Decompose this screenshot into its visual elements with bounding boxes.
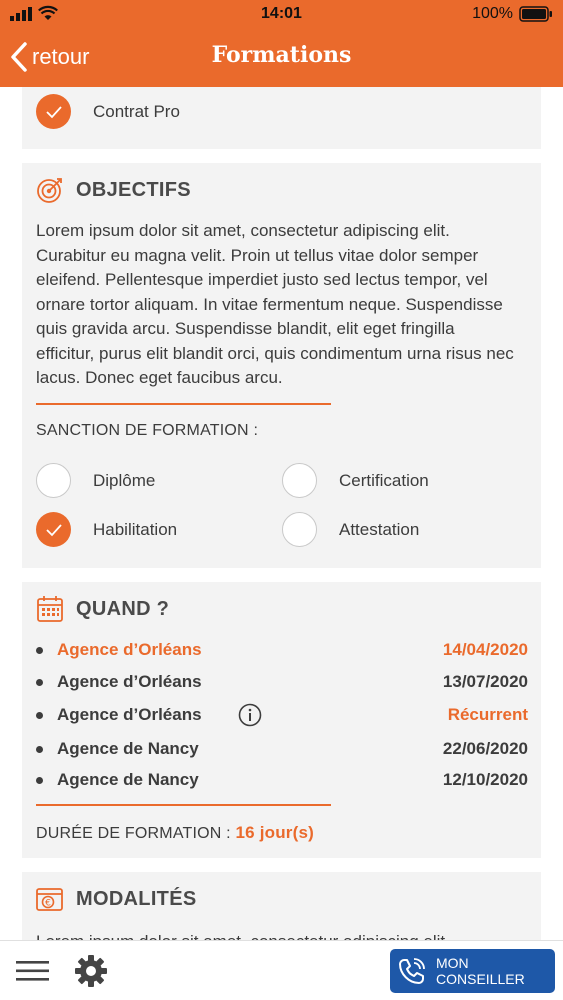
- mon-conseiller-button[interactable]: [390, 949, 555, 993]
- option-label: Certification: [339, 470, 429, 490]
- duree-row: [36, 823, 314, 843]
- checkbox-unchecked[interactable]: [36, 463, 71, 498]
- session-row[interactable]: [36, 703, 528, 727]
- option-label: Attestation: [339, 519, 420, 539]
- status-bar: [0, 0, 563, 30]
- duree-label: DURÉE DE FORMATION :: [36, 825, 231, 842]
- session-date: 14/04/2020: [442, 640, 528, 659]
- svg-text:€: €: [45, 898, 51, 909]
- quand-card: [22, 582, 541, 858]
- page-title: Formations: [211, 42, 352, 68]
- session-agency: Agence de Nancy: [57, 770, 199, 789]
- objectifs-title: OBJECTIFS: [76, 178, 191, 201]
- session-row[interactable]: [36, 670, 528, 694]
- session-date: 12/10/2020: [442, 770, 528, 789]
- menu-icon[interactable]: [16, 959, 50, 983]
- objectifs-text: Lorem ipsum dolor sit amet, consectetur adipiscing elit. Curabitur eu magna velit. Proin ut tellus vitae dolor semper eleifend. Pellentesque imperdiet justo sed lectus tempor, vel ornare tortor aliquam. In vitae fermentum neque. Suspendisse quis gravida arcu. Suspendisse blandit, elit eget fringilla efficitur, purus elit blandit orci, quis condimentum urna risus nec lacus. Donec eget faucibus arcu.: [36, 221, 514, 387]
- phone-icon: [396, 955, 428, 987]
- session-row[interactable]: [36, 768, 528, 792]
- option-diplome[interactable]: [36, 463, 155, 498]
- info-icon[interactable]: [238, 703, 262, 727]
- option-certification[interactable]: [282, 463, 429, 498]
- session-agency: Agence de Nancy: [57, 739, 199, 758]
- session-date: 13/07/2020: [442, 672, 528, 691]
- check-icon: [45, 523, 63, 537]
- battery-icon: [519, 6, 553, 22]
- objectifs-card: [22, 163, 541, 568]
- status-time: 14:01: [261, 5, 302, 22]
- option-label: Diplôme: [93, 470, 156, 490]
- session-agency: Agence d’Orléans: [57, 705, 202, 724]
- euro-doc-icon: [36, 885, 64, 913]
- contrat-option[interactable]: [36, 94, 180, 129]
- back-button[interactable]: [10, 40, 89, 74]
- bottom-bar: [0, 940, 563, 1000]
- content-scroll[interactable]: [0, 87, 563, 940]
- check-icon: [45, 105, 63, 119]
- modalites-title: MODALITÉS: [76, 887, 197, 910]
- divider: [36, 403, 331, 405]
- app-header: [0, 0, 563, 87]
- session-row[interactable]: [36, 737, 528, 761]
- session-date-recurrent: Récurrent: [447, 705, 528, 724]
- checkbox-unchecked[interactable]: [282, 512, 317, 547]
- contrat-card: [22, 87, 541, 149]
- battery-percent: 100%: [472, 5, 513, 22]
- calendar-icon: [36, 595, 64, 623]
- option-attestation[interactable]: [282, 512, 419, 547]
- gear-icon[interactable]: [74, 954, 108, 988]
- contrat-label: Contrat Pro: [93, 101, 180, 121]
- target-icon: [36, 176, 64, 204]
- checkbox-unchecked[interactable]: [282, 463, 317, 498]
- option-label: Habilitation: [93, 519, 178, 539]
- sanction-label: SANCTION DE FORMATION :: [36, 422, 259, 439]
- checkbox-checked[interactable]: [36, 94, 71, 129]
- session-date: 22/06/2020: [442, 739, 528, 758]
- nav-bar: [0, 40, 563, 80]
- chevron-left-icon: [10, 42, 28, 72]
- duree-value: 16 jour(s): [235, 823, 315, 842]
- session-row[interactable]: [36, 638, 528, 662]
- back-label: retour: [32, 44, 90, 69]
- checkbox-checked[interactable]: [36, 512, 71, 547]
- session-agency: Agence d’Orléans: [57, 640, 202, 659]
- mon-conseiller-label: MON CONSEILLER: [436, 955, 525, 987]
- divider: [36, 804, 331, 806]
- session-agency: Agence d’Orléans: [57, 672, 202, 691]
- quand-title: QUAND ?: [76, 597, 170, 620]
- option-habilitation[interactable]: [36, 512, 177, 547]
